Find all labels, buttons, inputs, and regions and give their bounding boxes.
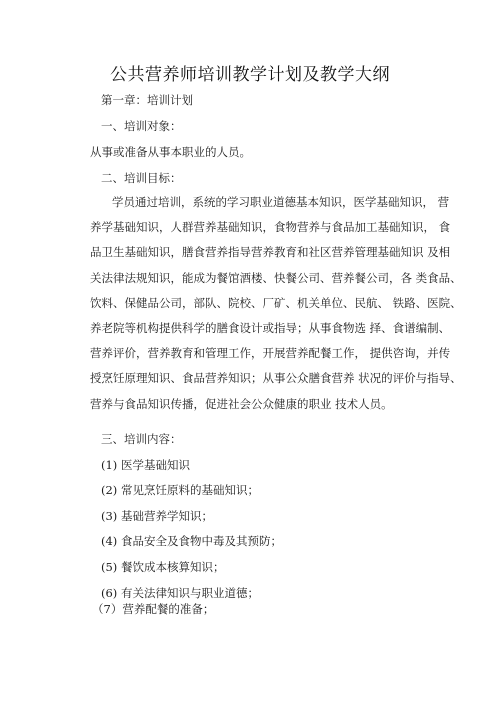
goals-line: 学员通过培训，系统的学习职业道德基本知识，医学基础知识， 营 (112, 195, 450, 209)
goals-paragraph (90, 190, 462, 417)
content-item: (5) 餐饮成本核算知识； (101, 560, 225, 574)
goals-line: 授烹饪原理知识、食品营养知识；从事公众膳食营养 状况的评价与指导、 (90, 371, 462, 386)
document-title: 公共营养师培训教学计划及教学大纲 (110, 65, 390, 85)
section-heading-goals: 二、培训目标： (101, 171, 182, 185)
section-heading-trainees: 一、培训对象： (101, 119, 182, 133)
content-item: （7）营养配餐的准备； (92, 602, 215, 616)
trainees-text: 从事或准备从事本职业的人员。 (90, 145, 251, 159)
content-item: (1) 医学基础知识 (101, 458, 190, 472)
goals-line: 营养评价，营养教育和管理工作，开展营养配餐工作， 提供咨询，并传 (90, 346, 451, 361)
goals-line: 关法律法规知识，能成为餐馆酒楼、快餐公司、营养餐公司，各 类食品、 (90, 270, 462, 285)
content-item: (2) 常见烹饪原料的基础知识； (101, 483, 259, 497)
content-item: (4) 食品安全及食物中毒及其预防； (101, 534, 282, 548)
content-item: (3) 基础营养学知识； (101, 509, 213, 523)
chapter-heading: 第一章：培训计划 (101, 93, 193, 107)
goals-line: 养老院等机构提供科学的膳食设计或指导；从事食物选 择、食谱编制、 (90, 321, 451, 336)
goals-line: 品卫生基础知识，膳食营养指导营养教育和社区营养管理基础知识 及相 (90, 245, 451, 260)
content-item: (6) 有关法律知识与职业道德； (101, 586, 259, 600)
goals-line: 饮料、保健品公司，部队、院校、厂矿、机关单位、民航、 铁路、医院、 (90, 295, 462, 310)
goals-line: 营养与食品知识传播，促进社会公众健康的职业 技术人员。 (90, 396, 393, 411)
goals-line: 养学基础知识，人群营养基础知识，食物营养与食品加工基础知识， 食 (90, 220, 451, 235)
section-heading-content: 三、培训内容： (101, 432, 182, 446)
